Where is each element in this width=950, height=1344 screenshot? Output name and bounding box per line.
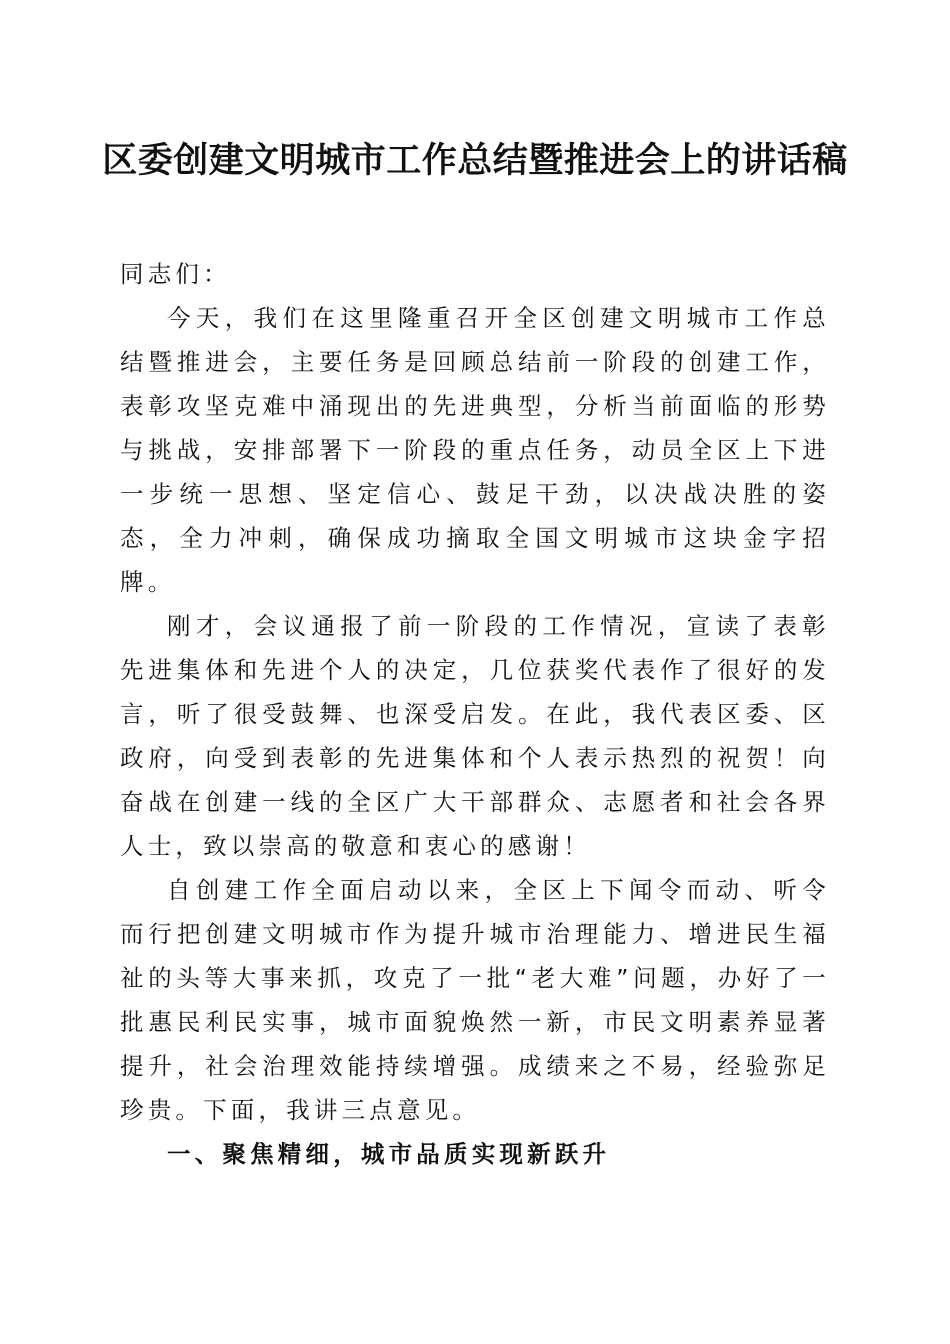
document-body: [120, 252, 830, 1176]
salutation: 同志们：: [120, 260, 231, 288]
paragraph-commendation: 刚才，会议通报了前一阶段的工作情况，宣读了表彰先进集体和先进个人的决定，几位获奖代表作了很好的发言，听了很受鼓舞、也深受启发。在此，我代表区委、区政府，向受到表彰的先进集体和个人表示热烈的祝贺！向奋战在创建一线的全区广大干部群众、志愿者和社会各界人士，致以崇高的敬意和衷心的感谢！: [120, 612, 830, 860]
paragraph-achievements: 自创建工作全面启动以来，全区上下闻令而动、听令而行把创建文明城市作为提升城市治理能力、增进民生福祉的头等大事来抓，攻克了一批“老大难”问题，办好了一批惠民利民实事，城市面貌焕然一新，市民文明素养显著提升，社会治理效能持续增强。成绩来之不易，经验弥足珍贵。下面，我讲三点意见。: [120, 876, 830, 1124]
paragraph-opening: 今天，我们在这里隆重召开全区创建文明城市工作总结暨推进会，主要任务是回顾总结前一阶段的创建工作，表彰攻坚克难中涌现出的先进典型，分析当前面临的形势与挑战，安排部署下一阶段的重点任务，动员全区上下进一步统一思想、坚定信心、鼓足干劲，以决战决胜的姿态，全力冲刺，确保成功摘取全国文明城市这块金字招牌。: [120, 304, 830, 596]
section-heading: 一、聚焦精细，城市品质实现新跃升: [167, 1140, 611, 1168]
document-title: 区委创建文明城市工作总结暨推进会上的讲话稿: [102, 140, 848, 181]
